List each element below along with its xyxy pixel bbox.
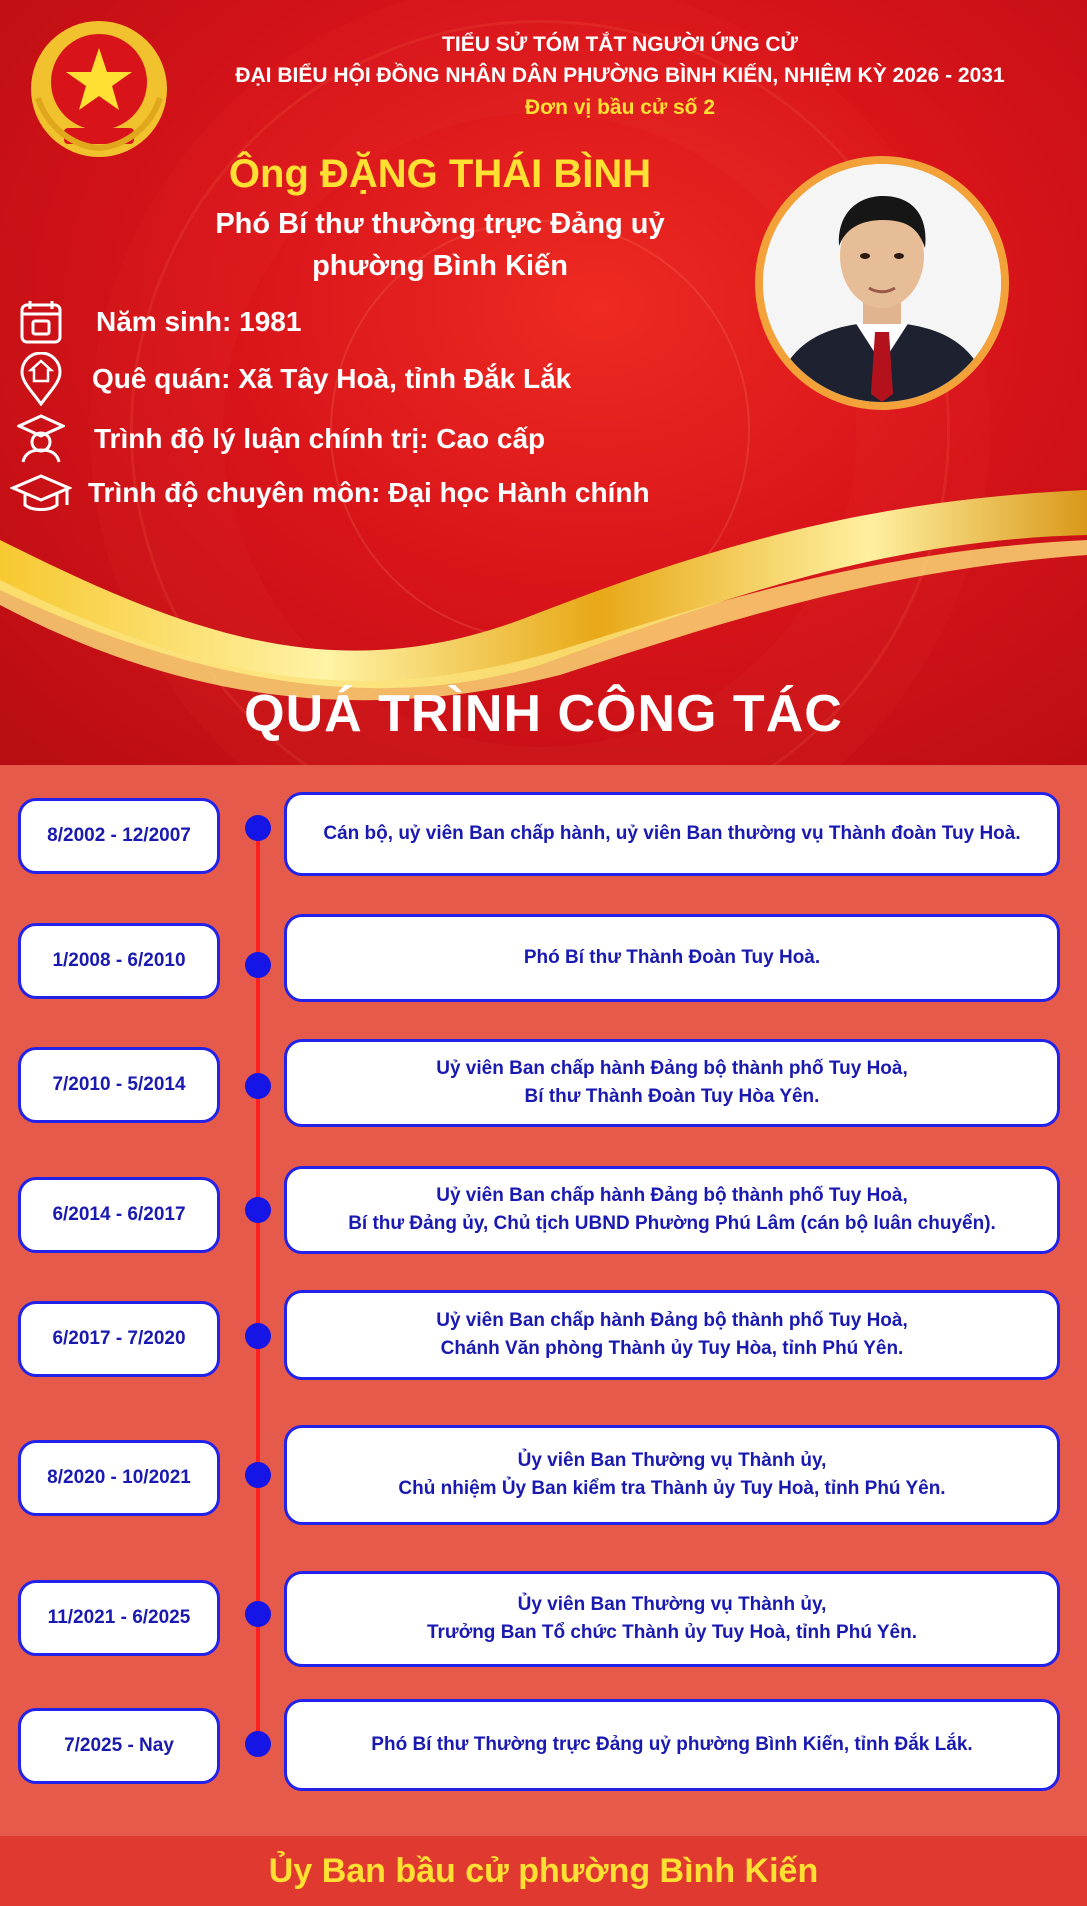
timeline-dot-7: [245, 1601, 271, 1627]
info-hometown: [10, 352, 571, 406]
calendar-icon: [10, 295, 72, 349]
timeline-desc-3-line-1: Uỷ viên Ban chấp hành Đảng bộ thành phố Tuy Hoà,: [436, 1058, 908, 1079]
timeline-desc-8-line-1: Phó Bí thư Thường trực Đảng uỷ phường Bình Kiến, tỉnh Đắk Lắk.: [371, 1734, 973, 1755]
mortarboard-icon: [10, 466, 72, 520]
candidate-role-line-2: phường Bình Kiến: [312, 250, 568, 282]
candidate-name: Ông ĐẶNG THÁI BÌNH: [228, 152, 652, 196]
header-line-1: TIỂU SỬ TÓM TẮT NGƯỜI ỨNG CỬ: [442, 33, 798, 56]
national-emblem-icon: [28, 18, 170, 160]
timeline-dot-8: [245, 1731, 271, 1757]
timeline-date-8: 7/2025 - Nay: [18, 1708, 220, 1784]
timeline-desc-6: [284, 1425, 1060, 1525]
info-education: [10, 466, 650, 520]
timeline-desc-7-line-2: Trưởng Ban Tổ chức Thành ủy Tuy Hoà, tỉnh Phú Yên.: [426, 1622, 917, 1643]
timeline-desc-6-line-2: Chủ nhiệm Ủy Ban kiểm tra Thành ủy Tuy Hoà, tỉnh Phú Yên.: [398, 1478, 946, 1499]
home-location-icon: [10, 352, 72, 406]
timeline-date-3: 7/2010 - 5/2014: [18, 1047, 220, 1123]
info-birth-year-text: Năm sinh: 1981: [96, 306, 302, 337]
timeline-dot-2: [245, 952, 271, 978]
footer-text: Ủy Ban bầu cử phường Bình Kiến: [268, 1851, 819, 1890]
header-line-3: Đơn vị bầu cử số 2: [524, 96, 715, 119]
timeline-desc-2-line-1: Phó Bí thư Thành Đoàn Tuy Hoà.: [523, 947, 821, 968]
header-banner: [0, 0, 1087, 765]
timeline-desc-5: [284, 1290, 1060, 1380]
info-hometown-text: Quê quán: Xã Tây Hoà, tỉnh Đắk Lắk: [92, 363, 572, 394]
section-title: QUÁ TRÌNH CÔNG TÁC: [244, 685, 843, 743]
header-line-2: ĐẠI BIỂU HỘI ĐỒNG NHÂN DÂN PHƯỜNG BÌNH KIẾN, NHIỆM KỲ 2026 - 2031: [235, 64, 1005, 87]
graduate-icon: [10, 412, 72, 466]
timeline-desc-4: [284, 1166, 1060, 1254]
timeline-desc-3: [284, 1039, 1060, 1127]
timeline-dot-3: [245, 1073, 271, 1099]
timeline-desc-4-line-2: Bí thư Đảng ủy, Chủ tịch UBND Phường Phú Lâm (cán bộ luân chuyển).: [348, 1213, 996, 1234]
timeline-dot-5: [245, 1323, 271, 1349]
timeline-dot-6: [245, 1462, 271, 1488]
timeline-date-2: 1/2008 - 6/2010: [18, 923, 220, 999]
timeline-date-5: 6/2017 - 7/2020: [18, 1301, 220, 1377]
timeline-date-6: 8/2020 - 10/2021: [18, 1440, 220, 1516]
timeline-desc-5-line-2: Chánh Văn phòng Thành ủy Tuy Hòa, tỉnh Phú Yên.: [440, 1338, 904, 1359]
candidate-role: [150, 203, 730, 287]
timeline-desc-1: [284, 792, 1060, 876]
timeline-dot-1: [245, 815, 271, 841]
timeline-desc-8: [284, 1699, 1060, 1791]
timeline-desc-5-line-1: Uỷ viên Ban chấp hành Đảng bộ thành phố Tuy Hoà,: [436, 1310, 908, 1331]
timeline-desc-2: [284, 914, 1060, 1002]
timeline-dot-4: [245, 1197, 271, 1223]
info-birth-year: [10, 295, 301, 349]
timeline-desc-7: [284, 1571, 1060, 1667]
timeline-desc-7-line-1: Ủy viên Ban Thường vụ Thành ủy,: [517, 1594, 827, 1615]
candidate-photo: [755, 156, 1009, 410]
timeline-date-4: 6/2014 - 6/2017: [18, 1177, 220, 1253]
info-political-level: [10, 412, 545, 466]
info-political-level-text: Trình độ lý luận chính trị: Cao cấp: [94, 423, 546, 454]
timeline-date-1: 8/2002 - 12/2007: [18, 798, 220, 874]
portrait-image: [763, 164, 1001, 402]
timeline-desc-1-line-1: Cán bộ, uỷ viên Ban chấp hành, uỷ viên Ban thường vụ Thành đoàn Tuy Hoà.: [323, 823, 1021, 844]
header-title: [180, 30, 1060, 124]
candidate-role-line-1: Phó Bí thư thường trực Đảng uỷ: [215, 208, 665, 240]
timeline-desc-3-line-2: Bí thư Thành Đoàn Tuy Hòa Yên.: [524, 1086, 820, 1107]
timeline-desc-6-line-1: Ủy viên Ban Thường vụ Thành ủy,: [517, 1450, 827, 1471]
timeline-date-7: 11/2021 - 6/2025: [18, 1580, 220, 1656]
info-education-text: Trình độ chuyên môn: Đại học Hành chính: [88, 477, 650, 508]
footer-banner: [0, 1836, 1087, 1906]
timeline-desc-4-line-1: Uỷ viên Ban chấp hành Đảng bộ thành phố Tuy Hoà,: [436, 1185, 908, 1206]
